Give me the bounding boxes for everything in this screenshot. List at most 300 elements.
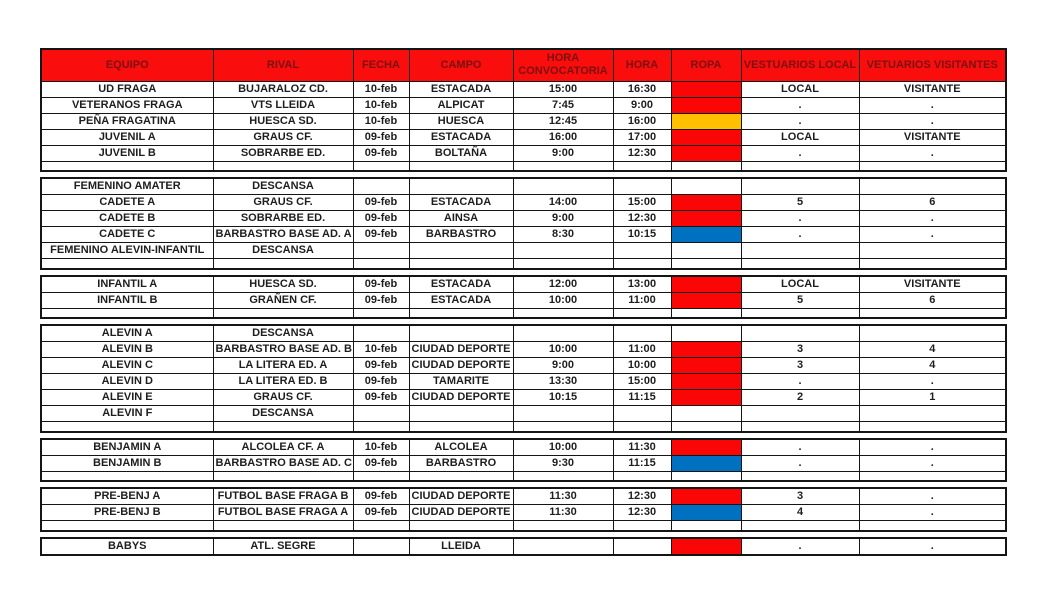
empty-cell <box>513 161 613 171</box>
empty-cell <box>353 259 409 269</box>
cell-rival: GRAUS CF. <box>213 129 353 145</box>
cell-fecha: 09-feb <box>353 455 409 471</box>
cell-fecha: 09-feb <box>353 211 409 227</box>
cell-rival: ALCOLEA CF. A <box>213 439 353 456</box>
cell-campo: CIUDAD DEPORTE <box>409 488 513 505</box>
table-row <box>41 342 1006 358</box>
cell-equipo: VETERANOS FRAGA <box>41 97 213 113</box>
cell-fecha: 10-feb <box>353 81 409 97</box>
cell-fecha: 09-feb <box>353 374 409 390</box>
table-row <box>41 113 1006 129</box>
table-row <box>41 538 1006 555</box>
cell-equipo: FEMENINO ALEVIN-INFANTIL <box>41 243 213 259</box>
cell-vest_visit <box>859 178 1006 195</box>
cell-hora: 9:00 <box>613 97 671 113</box>
empty-cell <box>671 521 741 531</box>
table-row <box>41 488 1006 505</box>
cell-hora_conv: 14:00 <box>513 195 613 211</box>
schedule-section <box>40 438 1007 483</box>
table-row <box>41 439 1006 456</box>
cell-campo: CIUDAD DEPORTE <box>409 342 513 358</box>
empty-cell <box>409 422 513 432</box>
cell-fecha: 09-feb <box>353 129 409 145</box>
cell-hora: 11:00 <box>613 292 671 308</box>
cell-equipo: UD FRAGA <box>41 81 213 97</box>
empty-cell <box>213 308 353 318</box>
cell-rival: SOBRARBE ED. <box>213 211 353 227</box>
cell-rival: DESCANSA <box>213 406 353 422</box>
empty-cell <box>41 259 213 269</box>
empty-cell <box>671 471 741 481</box>
empty-cell <box>353 471 409 481</box>
cell-fecha: 10-feb <box>353 97 409 113</box>
empty-cell <box>213 259 353 269</box>
cell-campo: HUESCA <box>409 113 513 129</box>
cell-rival: DESCANSA <box>213 243 353 259</box>
cell-hora_conv <box>513 178 613 195</box>
ropa-color-cell <box>671 243 741 259</box>
cell-campo: BARBASTRO <box>409 455 513 471</box>
table-row <box>41 243 1006 259</box>
cell-vest_visit: . <box>859 455 1006 471</box>
ropa-color-cell <box>671 538 741 555</box>
cell-vest_visit: . <box>859 488 1006 505</box>
ropa-color-cell <box>671 211 741 227</box>
cell-vest_local <box>741 178 859 195</box>
cell-rival: FUTBOL BASE FRAGA B <box>213 488 353 505</box>
ropa-color-cell <box>671 276 741 293</box>
cell-rival: GRAÑEN CF. <box>213 292 353 308</box>
table-row <box>41 145 1006 161</box>
cell-hora: 16:00 <box>613 113 671 129</box>
cell-rival: DESCANSA <box>213 178 353 195</box>
cell-fecha: 10-feb <box>353 113 409 129</box>
empty-cell <box>353 422 409 432</box>
cell-hora_conv: 11:30 <box>513 505 613 521</box>
cell-equipo: ALEVIN F <box>41 406 213 422</box>
ropa-color-cell <box>671 439 741 456</box>
cell-vest_local <box>741 243 859 259</box>
ropa-color-cell <box>671 358 741 374</box>
table-row <box>41 292 1006 308</box>
cell-vest_local: . <box>741 374 859 390</box>
cell-fecha: 09-feb <box>353 195 409 211</box>
cell-vest_local: 4 <box>741 505 859 521</box>
cell-vest_local: . <box>741 145 859 161</box>
cell-vest_local: . <box>741 455 859 471</box>
cell-campo: ESTACADA <box>409 129 513 145</box>
empty-cell <box>409 471 513 481</box>
empty-cell <box>213 422 353 432</box>
empty-cell <box>859 471 1006 481</box>
cell-equipo: CADETE A <box>41 195 213 211</box>
cell-equipo: INFANTIL B <box>41 292 213 308</box>
cell-campo: CIUDAD DEPORTE <box>409 505 513 521</box>
cell-campo: CIUDAD DEPORTE <box>409 390 513 406</box>
cell-vest_local: 2 <box>741 390 859 406</box>
table-row <box>41 227 1006 243</box>
cell-hora: 12:30 <box>613 505 671 521</box>
cell-fecha: 10-feb <box>353 342 409 358</box>
cell-fecha <box>353 243 409 259</box>
cell-equipo: INFANTIL A <box>41 276 213 293</box>
spacer-row <box>41 308 1006 318</box>
cell-vest_visit: VISITANTE <box>859 276 1006 293</box>
spacer-row <box>41 422 1006 432</box>
cell-hora_conv: 9:00 <box>513 145 613 161</box>
empty-cell <box>213 161 353 171</box>
ropa-color-cell <box>671 292 741 308</box>
cell-campo: ESTACADA <box>409 195 513 211</box>
cell-rival: BARBASTRO BASE AD. C <box>213 455 353 471</box>
cell-hora: 11:15 <box>613 390 671 406</box>
cell-hora: 12:30 <box>613 145 671 161</box>
cell-campo <box>409 406 513 422</box>
table-row <box>41 358 1006 374</box>
empty-cell <box>671 161 741 171</box>
cell-fecha: 09-feb <box>353 358 409 374</box>
cell-vest_local: 3 <box>741 358 859 374</box>
cell-hora_conv: 15:00 <box>513 81 613 97</box>
empty-cell <box>353 521 409 531</box>
cell-fecha <box>353 406 409 422</box>
empty-cell <box>41 521 213 531</box>
table-row <box>41 276 1006 293</box>
empty-cell <box>613 161 671 171</box>
cell-fecha: 10-feb <box>353 439 409 456</box>
cell-vest_local: 5 <box>741 195 859 211</box>
cell-vest_local: LOCAL <box>741 276 859 293</box>
empty-cell <box>213 471 353 481</box>
cell-campo: ESTACADA <box>409 81 513 97</box>
cell-equipo: CADETE B <box>41 211 213 227</box>
cell-vest_visit: 6 <box>859 292 1006 308</box>
table-row <box>41 178 1006 195</box>
empty-cell <box>513 471 613 481</box>
empty-cell <box>613 521 671 531</box>
schedule-section <box>40 487 1007 532</box>
cell-vest_visit: 6 <box>859 195 1006 211</box>
cell-vest_local: . <box>741 227 859 243</box>
empty-cell <box>741 259 859 269</box>
cell-hora: 13:00 <box>613 276 671 293</box>
cell-vest_visit: . <box>859 538 1006 555</box>
empty-cell <box>741 422 859 432</box>
ropa-color-cell <box>671 178 741 195</box>
empty-cell <box>613 308 671 318</box>
cell-hora_conv: 9:00 <box>513 211 613 227</box>
cell-rival: HUESCA SD. <box>213 113 353 129</box>
ropa-color-cell <box>671 342 741 358</box>
cell-fecha: 09-feb <box>353 390 409 406</box>
empty-cell <box>41 471 213 481</box>
empty-cell <box>409 308 513 318</box>
empty-cell <box>859 161 1006 171</box>
cell-vest_visit: . <box>859 439 1006 456</box>
cell-hora_conv: 10:15 <box>513 390 613 406</box>
column-header-hora: HORA <box>613 49 671 81</box>
table-row <box>41 505 1006 521</box>
cell-vest_local: 3 <box>741 342 859 358</box>
cell-vest_visit: VISITANTE <box>859 129 1006 145</box>
spacer-row <box>41 161 1006 171</box>
cell-fecha: 09-feb <box>353 227 409 243</box>
column-header-equipo: EQUIPO <box>41 49 213 81</box>
cell-vest_visit: . <box>859 145 1006 161</box>
cell-vest_visit <box>859 243 1006 259</box>
cell-vest_local: 5 <box>741 292 859 308</box>
cell-rival: BARBASTRO BASE AD. B <box>213 342 353 358</box>
cell-vest_local: . <box>741 97 859 113</box>
cell-fecha: 09-feb <box>353 292 409 308</box>
cell-campo <box>409 178 513 195</box>
schedule-section <box>40 177 1007 270</box>
cell-hora_conv <box>513 406 613 422</box>
cell-hora: 12:30 <box>613 211 671 227</box>
cell-fecha <box>353 178 409 195</box>
cell-equipo: CADETE C <box>41 227 213 243</box>
cell-vest_local: . <box>741 113 859 129</box>
empty-cell <box>859 259 1006 269</box>
ropa-color-cell <box>671 374 741 390</box>
ropa-color-cell <box>671 455 741 471</box>
cell-campo <box>409 243 513 259</box>
cell-equipo: BENJAMIN B <box>41 455 213 471</box>
match-schedule <box>40 48 1005 561</box>
empty-cell <box>671 422 741 432</box>
empty-cell <box>513 422 613 432</box>
cell-hora: 16:30 <box>613 81 671 97</box>
empty-cell <box>41 422 213 432</box>
ropa-color-cell <box>671 113 741 129</box>
column-header-hora_conv: HORA CONVOCATORIA <box>513 49 613 81</box>
empty-cell <box>741 471 859 481</box>
empty-cell <box>613 259 671 269</box>
cell-equipo: JUVENIL B <box>41 145 213 161</box>
cell-hora: 11:00 <box>613 342 671 358</box>
empty-cell <box>859 308 1006 318</box>
cell-vest_local: LOCAL <box>741 129 859 145</box>
schedule-section <box>40 275 1007 320</box>
empty-cell <box>741 521 859 531</box>
empty-cell <box>353 308 409 318</box>
ropa-color-cell <box>671 390 741 406</box>
empty-cell <box>409 161 513 171</box>
cell-equipo: BABYS <box>41 538 213 555</box>
empty-cell <box>741 161 859 171</box>
cell-equipo: PRE-BENJ B <box>41 505 213 521</box>
cell-hora <box>613 406 671 422</box>
empty-cell <box>859 422 1006 432</box>
cell-fecha <box>353 538 409 555</box>
ropa-color-cell <box>671 505 741 521</box>
cell-rival: GRAUS CF. <box>213 390 353 406</box>
cell-vest_visit: 4 <box>859 358 1006 374</box>
cell-hora <box>613 243 671 259</box>
cell-hora_conv: 16:00 <box>513 129 613 145</box>
cell-equipo: ALEVIN D <box>41 374 213 390</box>
table-row <box>41 390 1006 406</box>
cell-hora_conv: 10:00 <box>513 342 613 358</box>
empty-cell <box>409 521 513 531</box>
cell-hora_conv: 10:00 <box>513 439 613 456</box>
cell-hora <box>613 178 671 195</box>
cell-hora: 11:15 <box>613 455 671 471</box>
cell-hora_conv: 7:45 <box>513 97 613 113</box>
table-row <box>41 97 1006 113</box>
empty-cell <box>741 308 859 318</box>
cell-fecha: 09-feb <box>353 145 409 161</box>
column-header-vest_local: VESTUARIOS LOCAL <box>741 49 859 81</box>
cell-vest_local: . <box>741 211 859 227</box>
cell-hora_conv: 8:30 <box>513 227 613 243</box>
cell-vest_visit: 4 <box>859 342 1006 358</box>
cell-vest_local: LOCAL <box>741 81 859 97</box>
spacer-row <box>41 259 1006 269</box>
cell-equipo: FEMENINO AMATER <box>41 178 213 195</box>
cell-rival: SOBRARBE ED. <box>213 145 353 161</box>
cell-hora: 10:15 <box>613 227 671 243</box>
spacer-row <box>41 471 1006 481</box>
ropa-color-cell <box>671 325 741 342</box>
spacer-row <box>41 521 1006 531</box>
cell-rival: FUTBOL BASE FRAGA A <box>213 505 353 521</box>
schedule-section <box>40 48 1007 172</box>
cell-equipo: PEÑA FRAGATINA <box>41 113 213 129</box>
table-row <box>41 81 1006 97</box>
ropa-color-cell <box>671 129 741 145</box>
cell-hora_conv: 13:30 <box>513 374 613 390</box>
cell-equipo: BENJAMIN A <box>41 439 213 456</box>
cell-vest_visit: 1 <box>859 390 1006 406</box>
cell-hora_conv <box>513 325 613 342</box>
cell-campo: TAMARITE <box>409 374 513 390</box>
cell-hora <box>613 538 671 555</box>
table-row <box>41 195 1006 211</box>
empty-cell <box>513 259 613 269</box>
cell-campo: ESTACADA <box>409 276 513 293</box>
cell-rival: LA LITERA ED. B <box>213 374 353 390</box>
ropa-color-cell <box>671 488 741 505</box>
column-header-rival: RIVAL <box>213 49 353 81</box>
cell-campo: LLEIDA <box>409 538 513 555</box>
empty-cell <box>671 259 741 269</box>
cell-equipo: ALEVIN E <box>41 390 213 406</box>
cell-rival: HUESCA SD. <box>213 276 353 293</box>
cell-rival: BARBASTRO BASE AD. A <box>213 227 353 243</box>
cell-hora: 15:00 <box>613 374 671 390</box>
cell-vest_local: . <box>741 538 859 555</box>
empty-cell <box>513 521 613 531</box>
cell-vest_local <box>741 406 859 422</box>
header-row <box>41 49 1006 81</box>
cell-hora_conv: 10:00 <box>513 292 613 308</box>
cell-campo: CIUDAD DEPORTE <box>409 358 513 374</box>
empty-cell <box>409 259 513 269</box>
cell-vest_local: . <box>741 439 859 456</box>
empty-cell <box>613 471 671 481</box>
cell-vest_visit: VISITANTE <box>859 81 1006 97</box>
cell-hora_conv: 12:00 <box>513 276 613 293</box>
column-header-campo: CAMPO <box>409 49 513 81</box>
cell-vest_visit <box>859 325 1006 342</box>
empty-cell <box>41 161 213 171</box>
cell-hora_conv: 9:30 <box>513 455 613 471</box>
cell-vest_visit: . <box>859 211 1006 227</box>
cell-fecha <box>353 325 409 342</box>
cell-hora <box>613 325 671 342</box>
cell-hora_conv <box>513 538 613 555</box>
cell-rival: BUJARALOZ CD. <box>213 81 353 97</box>
empty-cell <box>671 308 741 318</box>
cell-rival: ATL. SEGRE <box>213 538 353 555</box>
cell-vest_local <box>741 325 859 342</box>
cell-fecha: 09-feb <box>353 505 409 521</box>
empty-cell <box>513 308 613 318</box>
table-row <box>41 406 1006 422</box>
cell-vest_visit: . <box>859 113 1006 129</box>
cell-fecha: 09-feb <box>353 488 409 505</box>
cell-campo: AINSA <box>409 211 513 227</box>
schedule-section <box>40 324 1007 433</box>
cell-vest_visit: . <box>859 97 1006 113</box>
empty-cell <box>353 161 409 171</box>
cell-equipo: JUVENIL A <box>41 129 213 145</box>
empty-cell <box>859 521 1006 531</box>
ropa-color-cell <box>671 195 741 211</box>
cell-hora: 15:00 <box>613 195 671 211</box>
cell-fecha: 09-feb <box>353 276 409 293</box>
cell-hora: 12:30 <box>613 488 671 505</box>
empty-cell <box>613 422 671 432</box>
cell-vest_local: 3 <box>741 488 859 505</box>
ropa-color-cell <box>671 227 741 243</box>
empty-cell <box>41 308 213 318</box>
cell-equipo: PRE-BENJ A <box>41 488 213 505</box>
cell-campo <box>409 325 513 342</box>
empty-cell <box>213 521 353 531</box>
table-row <box>41 374 1006 390</box>
ropa-color-cell <box>671 145 741 161</box>
cell-campo: ESTACADA <box>409 292 513 308</box>
cell-campo: BOLTAÑA <box>409 145 513 161</box>
ropa-color-cell <box>671 97 741 113</box>
cell-equipo: ALEVIN B <box>41 342 213 358</box>
cell-equipo: ALEVIN C <box>41 358 213 374</box>
cell-rival: DESCANSA <box>213 325 353 342</box>
cell-campo: BARBASTRO <box>409 227 513 243</box>
cell-vest_visit <box>859 406 1006 422</box>
cell-hora: 17:00 <box>613 129 671 145</box>
table-row <box>41 455 1006 471</box>
ropa-color-cell <box>671 406 741 422</box>
ropa-color-cell <box>671 81 741 97</box>
cell-vest_visit: . <box>859 505 1006 521</box>
column-header-ropa: ROPA <box>671 49 741 81</box>
column-header-fecha: FECHA <box>353 49 409 81</box>
cell-rival: LA LITERA ED. A <box>213 358 353 374</box>
cell-rival: GRAUS CF. <box>213 195 353 211</box>
cell-campo: ALCOLEA <box>409 439 513 456</box>
cell-hora_conv: 12:45 <box>513 113 613 129</box>
table-row <box>41 129 1006 145</box>
cell-hora_conv: 11:30 <box>513 488 613 505</box>
cell-campo: ALPICAT <box>409 97 513 113</box>
cell-equipo: ALEVIN A <box>41 325 213 342</box>
cell-vest_visit: . <box>859 227 1006 243</box>
cell-hora_conv: 9:00 <box>513 358 613 374</box>
cell-vest_visit: . <box>859 374 1006 390</box>
